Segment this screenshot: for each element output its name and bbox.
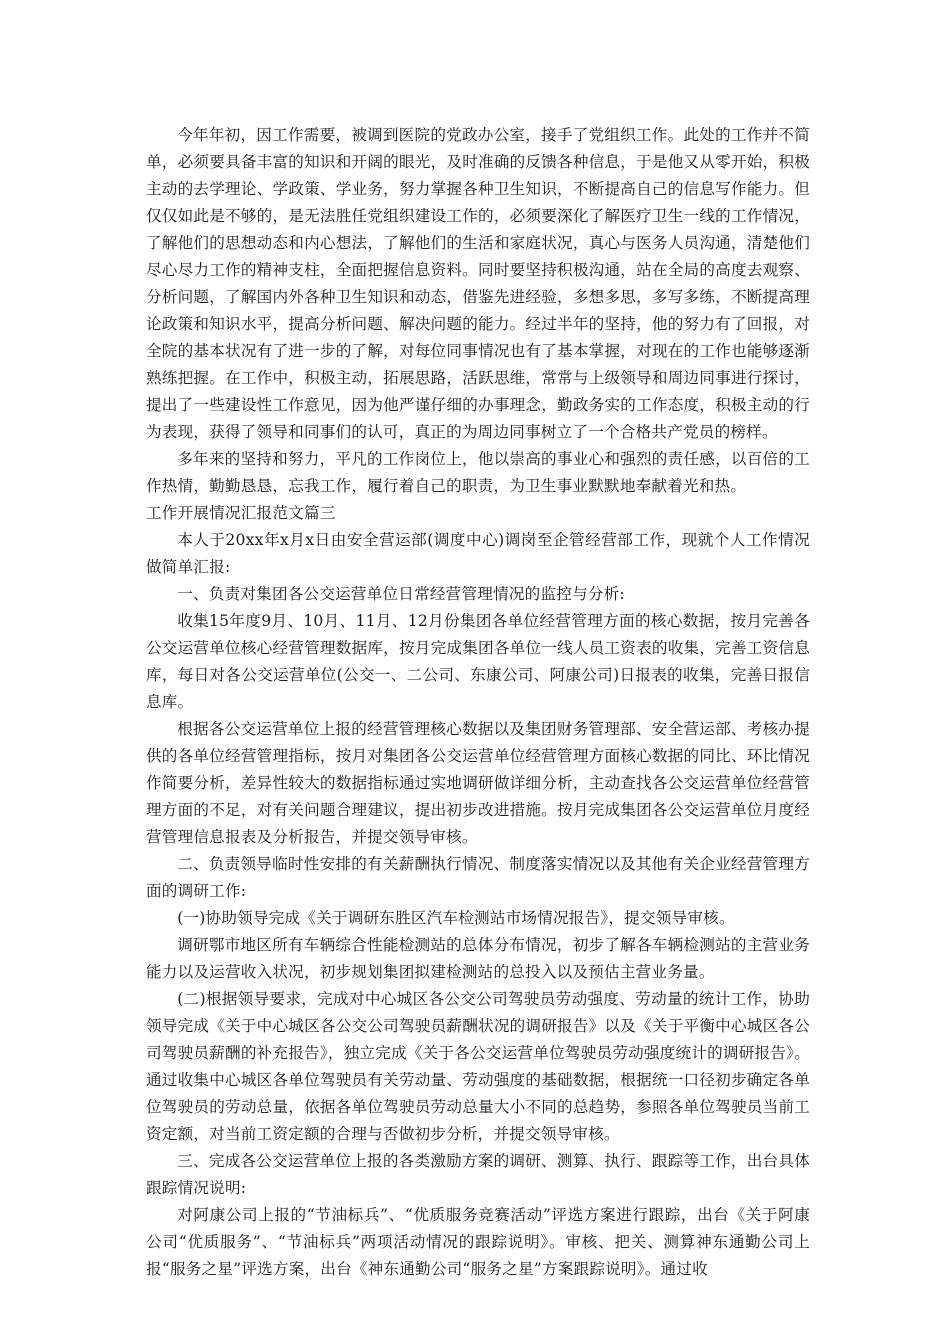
body-paragraph: 根据各公交运营单位上报的经营管理核心数据以及集团财务管理部、安全营运部、考核办提供的各单位经营管理指标，按月对集团各公交运营单位经营管理方面核心数据的同比、环比情况作简要分析，差异性较大的数据指标通过实地调研做详细分析，主动查找各公交运营单位经营管理方面的不足，对有关问题合理建议，提出初步改进措施。按月完成集团各公交运营单位月度经营管理信息报表及分析报告，并提交领导审核。 [146, 720, 810, 846]
body-paragraph: 三、完成各公交运营单位上报的各类激励方案的调研、测算、执行、跟踪等工作，出台具体跟踪情况说明: [146, 1152, 810, 1197]
section-heading: 工作开展情况汇报范文篇三 [146, 504, 336, 522]
document-page [146, 122, 810, 1283]
body-paragraph: (一)协助领导完成《关于调研东胜区汽车检测站市场情况报告》，提交领导审核。 [177, 909, 735, 927]
body-paragraph: 二、负责领导临时性安排的有关薪酬执行情况、制度落实情况以及其他有关企业经营管理方面的调研工作: [146, 855, 810, 900]
body-paragraph: 今年年初，因工作需要，被调到医院的党政办公室，接手了党组织工作。此处的工作并不简单，必须要具备丰富的知识和开阔的眼光，及时准确的反馈各种信息，于是他又从零开始，积极主动的去学理论、学政策、学业务，努力掌握各种卫生知识，不断提高自己的信息写作能力。但仅仅如此是不够的，是无法胜任党组织建设工作的，必须要深化了解医疗卫生一线的工作情况，了解他们的思想动态和内心想法，了解他们的生活和家庭状况，真心与医务人员沟通，清楚他们尽心尽力工作的精神支柱，全面把握信息资料。同时要坚持积极沟通，站在全局的高度去观察、分析问题，了解国内外各种卫生知识和动态，借鉴先进经验，多想多思，多写多练，不断提高理论政策和知识水平，提高分析问题、解决问题的能力。经过半年的坚持，他的努力有了回报，对全院的基本状况有了进一步的了解，对每位同事情况也有了基本掌握，对现在的工作也能够逐渐熟练把握。在工作中，积极主动，拓展思路，活跃思维，常常与上级领导和周边同事进行探讨，提出了一些建设性工作意见，因为他严谨仔细的办事理念，勤政务实的工作态度，积极主动的行为表现，获得了领导和同事们的认可，真正的为周边同事树立了一个合格共产党员的榜样。 [146, 126, 810, 441]
body-paragraph: 一、负责对集团各公交运营单位日常经营管理情况的监控与分析: [177, 585, 625, 603]
body-paragraph: 调研鄂市地区所有车辆综合性能检测站的总体分布情况，初步了解各车辆检测站的主营业务能力以及运营收入状况，初步规划集团拟建检测站的总投入以及预估主营业务量。 [146, 936, 810, 981]
body-paragraph: 对阿康公司上报的“节油标兵”、“优质服务竞赛活动”评选方案进行跟踪，出台《关于阿康公司“优质服务”、“节油标兵”两项活动情况的跟踪说明》。审核、把关、测算神东通勤公司上报“服务之星”评选方案，出台《神东通勤公司“服务之星”方案跟踪说明》。通过收 [146, 1206, 810, 1278]
body-paragraph: (二)根据领导要求，完成对中心城区各公交公司驾驶员劳动强度、劳动量的统计工作，协助领导完成《关于中心城区各公交公司驾驶员薪酬状况的调研报告》以及《关于平衡中心城区各公司驾驶员薪酬的补充报告》，独立完成《关于各公交运营单位驾驶员劳动强度统计的调研报告》。 通过收集中心城区各单位驾驶员有关劳动量、劳动强度的基础数据，根据统一口径初步确定各单位驾驶员的劳动总量，依据各单位驾驶员劳动总量大小不同的总趋势，参照各单位驾驶员当前工资定额，对当前工资定额的合理与否做初步分析，并提交领导审核。 [146, 990, 810, 1143]
body-paragraph: 多年来的坚持和努力，平凡的工作岗位上，他以崇高的事业心和强烈的责任感，以百倍的工作热情，勤勤恳恳，忘我工作，履行着自己的职责，为卫生事业默默地奉献着光和热。 [146, 450, 810, 495]
body-paragraph: 本人于20xx年x月x日由安全营运部(调度中心)调岗至企管经营部工作，现就个人工作情况做简单汇报: [146, 531, 810, 576]
body-paragraph: 收集15年度9月、10月、11月、12月份集团各单位经营管理方面的核心数据，按月完善各公交运营单位核心经营管理数据库，按月完成集团各单位一线人员工资表的收集，完善工资信息库，每日对各公交运营单位(公交一、二公司、东康公司、阿康公司)日报表的收集，完善日报信息库。 [146, 612, 810, 711]
